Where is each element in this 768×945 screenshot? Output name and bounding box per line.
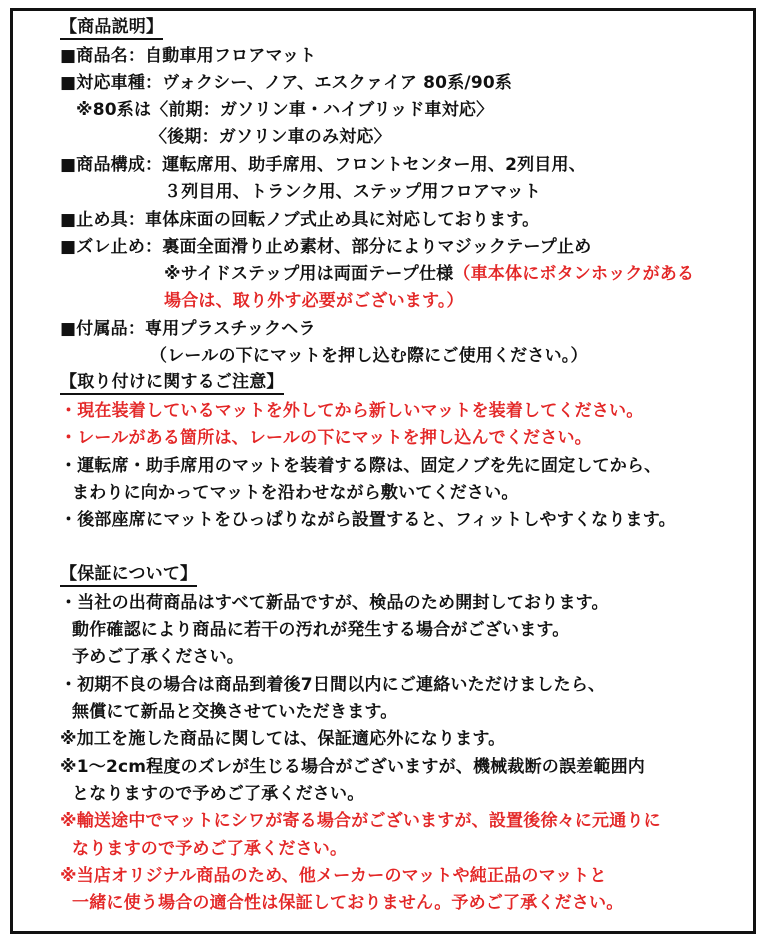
- accessory-info: ■付属品：専用プラスチックヘラ: [60, 319, 316, 339]
- warranty-heading: 【保証について】: [60, 564, 197, 587]
- antislip-info: ■ズレ止め：裏面全面滑り止め素材、部分によりマジックテープ止め: [60, 237, 592, 257]
- warranty-line-1b: 動作確認により商品に若干の汚れが発生する場合がございます。: [72, 620, 570, 640]
- composition-line-2: ３列目用、トランク用、ステップ用フロアマット: [164, 182, 542, 202]
- install-heading: 【取り付けに関するご注意】: [60, 372, 284, 395]
- install-note-1: ・現在装着しているマットを外してから新しいマットを装着してください。: [60, 401, 644, 421]
- compatible-vehicles: ■対応車種：ヴォクシー、ノア、エスクァイア 80系/90系: [60, 73, 513, 93]
- antislip-note-warning: （車本体にボタンホックがある: [453, 264, 695, 284]
- vehicles-note-late: 〈後期：ガソリン車のみ対応〉: [150, 127, 391, 147]
- warranty-line-1: ・当社の出荷商品はすべて新品ですが、検品のため開封しております。: [60, 593, 609, 613]
- install-note-4: ・後部座席にマットをひっぱりながら設置すると、フィットしやすくなります。: [60, 510, 676, 530]
- warranty-line-5: ※輸送途中でマットにシワが寄る場合がございますが、設置後徐々に元通りに: [60, 811, 661, 831]
- warranty-line-4b: となりますので予めご了承ください。: [72, 784, 365, 804]
- install-note-2: ・レールがある箇所は、レールの下にマットを押し込んでください。: [60, 428, 592, 448]
- fastener-info: ■止め具：車体床面の回転ノブ式止め具に対応しております。: [60, 210, 540, 230]
- antislip-note-text: ※サイドステップ用は両面テープ仕様: [164, 264, 454, 284]
- accessory-note: （レールの下にマットを押し込む際にご使用ください。）: [150, 346, 588, 366]
- warranty-line-1c: 予めご了承ください。: [72, 647, 244, 667]
- warranty-line-2: ・初期不良の場合は商品到着後7日間以内にご連絡いただけましたら、: [60, 675, 606, 695]
- product-name: ■商品名：自動車用フロアマット: [60, 46, 317, 66]
- vehicles-note-early: ※80系は〈前期：ガソリン車・ハイブリッド車対応〉: [76, 100, 494, 120]
- warranty-line-4: ※1～2cm程度のズレが生じる場合がございますが、機械裁断の誤差範囲内: [60, 757, 645, 777]
- warranty-line-6: ※当店オリジナル商品のため、他メーカーのマットや純正品のマットと: [60, 866, 607, 886]
- antislip-note-warning-2: 場合は、取り外す必要がございます。）: [164, 291, 464, 311]
- antislip-note: [164, 263, 694, 285]
- warranty-line-3: ※加工を施した商品に関しては、保証適応外になります。: [60, 729, 506, 749]
- product-heading: 【商品説明】: [60, 17, 163, 40]
- install-note-3-cont: まわりに向かってマットを沿わせながら敷いてください。: [72, 483, 519, 503]
- warranty-line-2b: 無償にて新品と交換させていただきます。: [72, 702, 398, 722]
- warranty-line-5b: なりますので予めご了承ください。: [72, 839, 348, 859]
- composition-line-1: ■商品構成：運転席用、助手席用、フロントセンター用、2列目用、: [60, 155, 586, 175]
- install-note-3: ・運転席・助手席用のマットを装着する際は、固定ノブを先に固定してから、: [60, 456, 662, 476]
- warranty-line-6b: 一緒に使う場合の適合性は保証しておりません。予めご了承ください。: [72, 893, 624, 913]
